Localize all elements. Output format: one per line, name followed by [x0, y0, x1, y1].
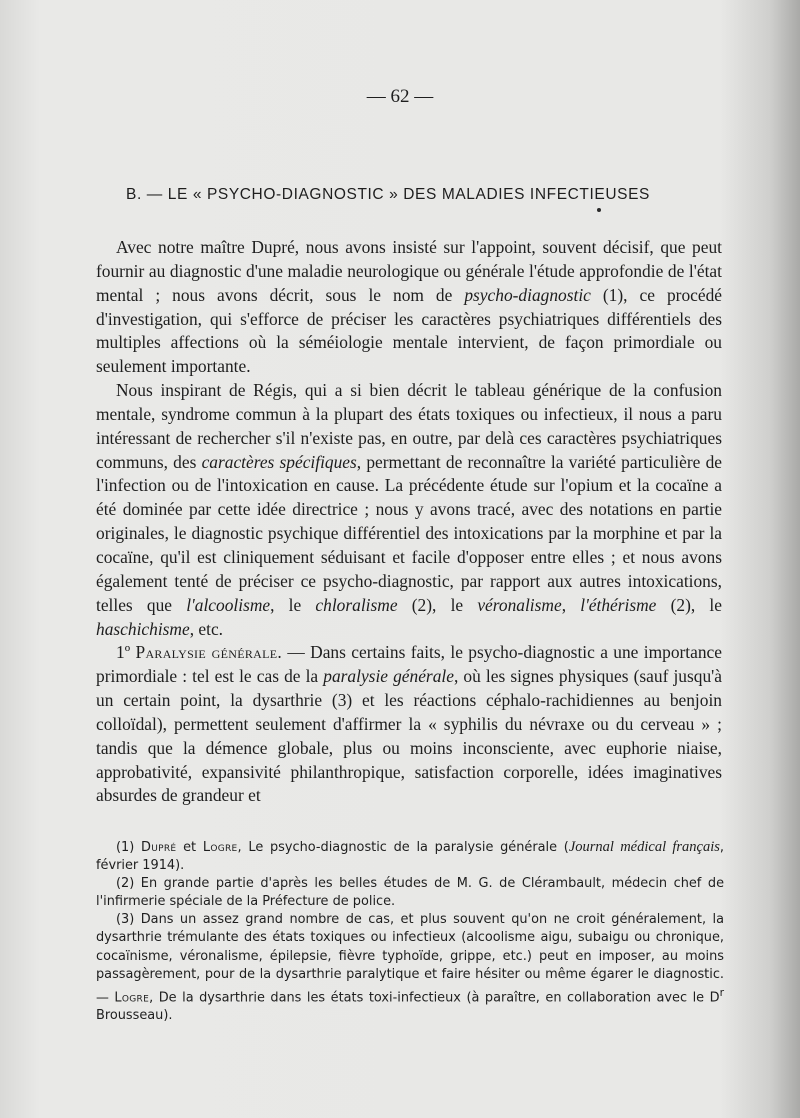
italic-term: caractères spécifiques	[201, 451, 357, 472]
section-number: 1º	[116, 642, 136, 663]
footnote-2: (2) En grande partie d'après les belles études de M. G. de Clérambault, médecin chef de l'infirmerie spéciale de la Préfecture de police.	[96, 876, 724, 910]
text-run: (2), le	[656, 594, 722, 615]
italic-term: psycho-diagnostic	[464, 284, 591, 305]
text-run: , etc.	[189, 618, 224, 639]
text-run: et	[176, 840, 203, 855]
author-name: Dupré	[141, 840, 177, 855]
italic-term: l'alcoolisme	[186, 594, 271, 615]
section-heading: B. — LE « PSYCHO-DIAGNOSTIC » DES MALADIES INFECTIEUSES	[126, 186, 650, 203]
author-name: Logre	[202, 840, 238, 855]
text-run: , où les signes physiques (sauf jusqu'à un certain point, la dysarthrie (3) et les réactions céphalo-rachidiennes au benjoin colloïdal), permettent seulement d'affirmer la « syphilis du névraxe ou du cerveau » ; tandis que la démence globale, plus ou moins inconsciente, avec euphorie niaise, approbativité, expansivité philanthropique, satisfaction corporelle, idées imaginatives absurdes de grandeur et	[96, 666, 723, 806]
text-run: Avec notre maître Dupré, nous avons insisté sur l'appoint, souvent décisif, que peut fournir au diagnostic d'une maladie neurologique ou générale l'étude approfondie de l'état mental ; nous avons décrit, sous le nom de	[96, 237, 722, 305]
subsection-title: Paralysie générale.	[135, 642, 283, 663]
text-run: (2), le	[397, 594, 478, 615]
author-name: Logre	[114, 990, 150, 1006]
italic-term: véronalisme	[477, 594, 562, 615]
footnote-1	[96, 838, 724, 875]
journal-title: Journal médical français	[568, 839, 720, 855]
paragraph-1	[96, 236, 722, 379]
ink-dot	[597, 208, 601, 212]
footnotes	[96, 838, 724, 1025]
superscript: r	[719, 985, 724, 999]
text-run: — Dans certains faits, le psycho-diagnostic a une importance primordiale : tel est le cas de la	[96, 642, 722, 687]
text-run: , permettant de reconnaître la variété particulière de l'infection ou de l'intoxication en cause. La précédente étude sur l'opium et la cocaïne a été dominée par cette idée directrice ; nous y avons tracé, avec des notations en partie originales, le diagnostic psychique différentiel des intoxications par la morphine et par la cocaïne, qu'il est cliniquement séduisant et facile d'opposer entre elles ; et nous avons également tenté de préciser ce psycho-diagnostic, par rapport aux autres intoxications, telles que	[96, 451, 722, 615]
italic-term: chloralisme	[315, 594, 398, 615]
text-run: Nous inspirant de Régis, qui a si bien décrit le tableau générique de la confusion mentale, syndrome commun à la plupart des états toxiques ou infectieux, il nous a paru intéressant de rechercher s'il n'existe pas, en outre, par delà ces caractères psychiatriques communs, des	[96, 380, 722, 472]
text-run: , Le psycho-diagnostic de la paralysie générale (	[237, 840, 569, 855]
paragraph-2	[96, 379, 722, 641]
body-text	[96, 236, 722, 808]
italic-term: haschichisme	[96, 618, 190, 639]
text-run: , février 1914).	[96, 840, 724, 874]
text-run: Brousseau).	[96, 1008, 173, 1024]
text-run: (1), ce procédé d'investigation, qui s'efforce de préciser les caractères psychiatriques différentiels des multiples affections où la séméiologie mentale intervient, de façon primordiale ou seulement importante.	[96, 284, 722, 377]
italic-term: paralysie générale	[323, 666, 454, 687]
text-run: (3) Dans un assez grand nombre de cas, et plus souvent qu'on ne croit généralement, la dysarthrie trémulante des états toxiques ou infectieux (alcoolisme aigu, subaigu ou chronique, cocaïnisme, véronalisme, épilepsie, fièvre typhoïde, grippe, etc.) peut en imposer, au moins passagèrement, pour de la dysarthrie paralytique et faire hésiter ou même égarer le diagnostic. —	[96, 912, 724, 1006]
text-run: , le	[270, 594, 316, 615]
text-run: ,	[561, 594, 581, 615]
text-run: , De la dysarthrie dans les états toxi-infectieux (à paraître, en collaboration avec le D	[149, 990, 720, 1006]
italic-term: l'éthérisme	[580, 594, 657, 615]
footnote-3	[96, 911, 724, 1025]
paragraph-3	[96, 641, 722, 808]
page-number: — 62 —	[366, 86, 434, 107]
footnote-marker: (1)	[116, 840, 141, 855]
